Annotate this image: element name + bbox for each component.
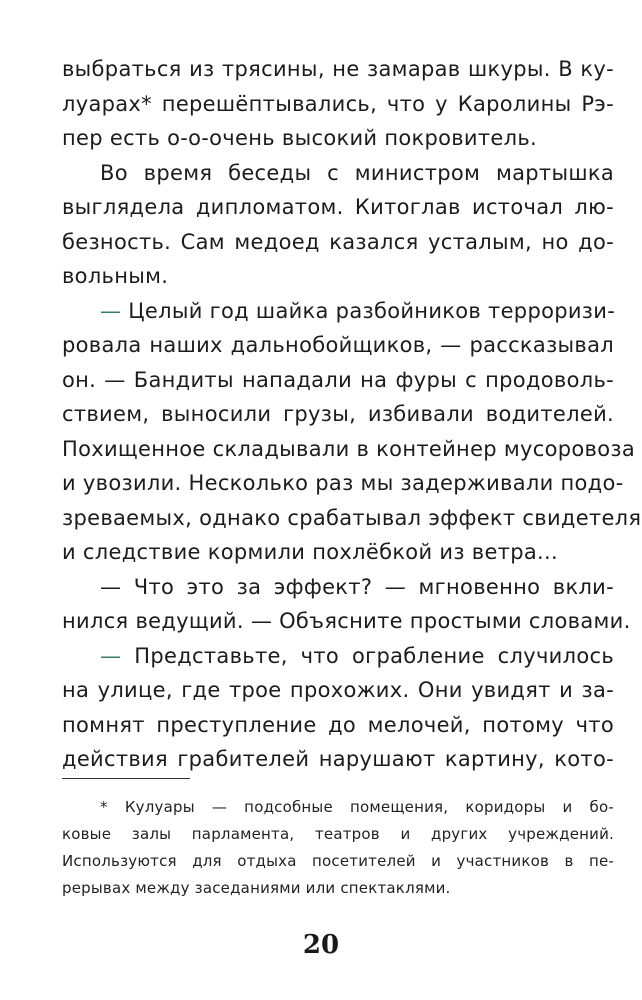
text-line: действия грабителей нарушают картину, кото- <box>62 747 614 771</box>
page-number: 20 <box>302 930 340 960</box>
text-line: ровала наших дальнобойщиков, — рассказывал <box>62 333 614 357</box>
dialogue-dash: — <box>100 643 122 668</box>
text-line <box>62 294 614 329</box>
text-line: на улице, где трое прохожих. Они увидят и за- <box>62 678 614 702</box>
text-line: — Что это за эффект? — мгновенно вкли- <box>100 574 614 599</box>
footnote-line: Используются для отдыха посетителей и участников в пе- <box>62 852 614 870</box>
footnote-line: ковые залы парламента, театров и других учреждений. <box>62 825 614 843</box>
text-line: и следствие кормили похлёбкой из ветра... <box>62 540 558 564</box>
text-line: луарах* перешёптывались, что у Каролины Рэ- <box>62 91 614 116</box>
footnote-line: * Кулуары — подсобные помещения, коридоры и бо- <box>100 798 614 816</box>
text-line <box>62 639 614 674</box>
dialogue-text: Целый год шайка разбойников терроризи- <box>128 298 616 323</box>
text-line: он. — Бандиты нападали на фуры с продоволь- <box>62 367 614 392</box>
text-line: Похищенное складывали в контейнер мусоровоза <box>62 436 636 461</box>
dialogue-text: Представьте, что ограбление случилось <box>134 643 615 668</box>
text-line: безность. Сам медоед казался усталым, но до- <box>62 229 614 254</box>
text-line: и увозили. Несколько раз мы задерживали подо- <box>62 471 624 495</box>
dialogue-dash: — <box>100 298 122 323</box>
text-line: помнят преступление до мелочей, потому что <box>62 712 614 737</box>
text-line: Во время беседы с министром мартышка <box>100 160 614 185</box>
text-line: выглядела дипломатом. Китоглав источал лю- <box>62 195 614 219</box>
footnote-divider <box>62 778 190 779</box>
text-line: ствием, выносили грузы, избивали водителей. <box>62 402 614 426</box>
text-line: пер есть о-о-очень высокий покровитель. <box>62 126 538 150</box>
text-line: выбраться из трясины, не замарав шкуры. В ку- <box>62 57 614 81</box>
footnote <box>62 794 614 902</box>
text-line: нился ведущий. — Объясните простыми словами. <box>62 609 631 633</box>
body-text <box>62 52 642 777</box>
text-line: зреваемых, однако срабатывал эффект свидетеля <box>62 505 642 530</box>
text-line: вольным. <box>62 264 169 288</box>
footnote-line: рерывах между заседаниями или спектаклями. <box>62 879 451 897</box>
